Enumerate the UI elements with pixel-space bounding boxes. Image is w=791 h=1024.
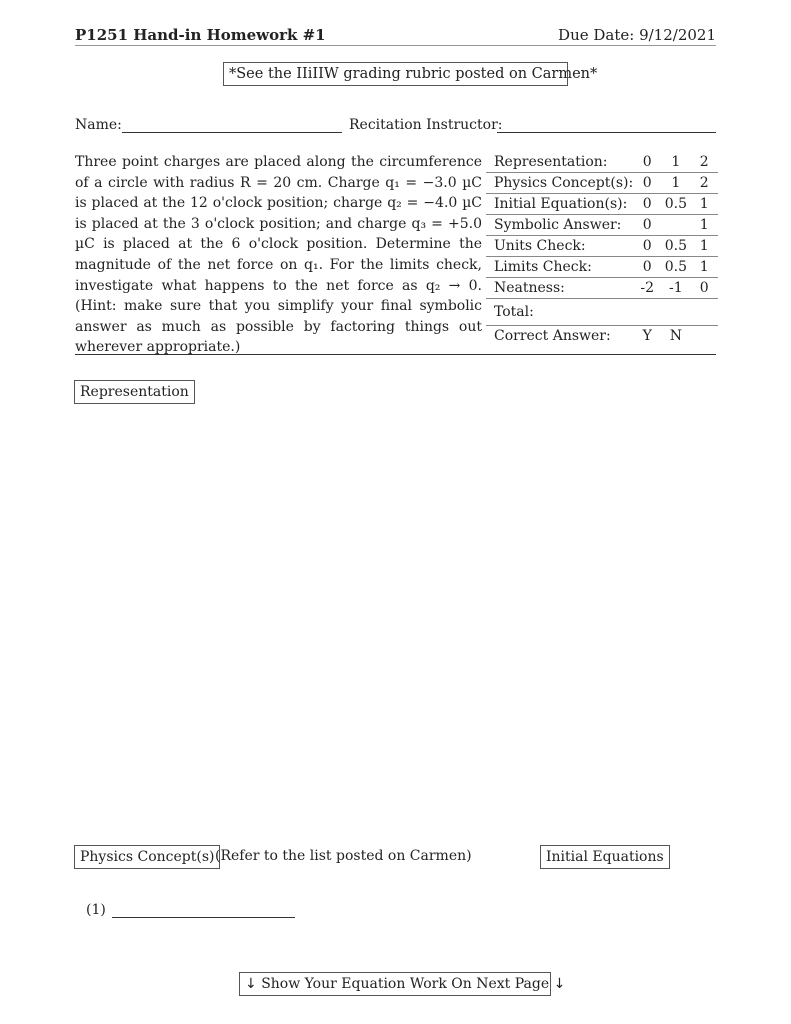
rubric-score-high: [690, 326, 718, 347]
representation-label: Representation: [74, 380, 195, 404]
rubric-score-mid: [661, 215, 690, 236]
grading-rubric: [486, 152, 718, 346]
physics-concepts-note: (Refer to the list posted on Carmen): [215, 848, 472, 864]
rubric-criterion: Representation:: [494, 154, 608, 170]
rubric-row: [486, 215, 718, 236]
rubric-criterion: Neatness:: [494, 280, 565, 296]
name-field[interactable]: [122, 131, 342, 133]
rubric-score-low: 0: [642, 154, 652, 170]
physics-concepts-label: Physics Concept(s): [74, 845, 220, 869]
rubric-criterion: Symbolic Answer:: [494, 217, 622, 233]
name-label: Name:: [75, 117, 122, 133]
rubric-score-mid: 0.5: [664, 238, 687, 254]
rubric-row: [486, 173, 718, 194]
rubric-score-low: Y: [642, 328, 652, 344]
due-date: Due Date: 9/12/2021: [558, 26, 716, 44]
rubric-row: [486, 194, 718, 215]
rubric-criterion: Limits Check:: [494, 259, 592, 275]
rubric-criterion: Initial Equation(s):: [494, 196, 628, 212]
down-arrow-icon: ↓: [553, 976, 566, 992]
rubric-score-high: 1: [699, 238, 709, 254]
rubric-criterion: Physics Concept(s):: [494, 175, 634, 191]
concept-item-field[interactable]: [112, 916, 295, 918]
rubric-score-low: 0: [642, 238, 652, 254]
rubric-score-low: 0: [642, 175, 652, 191]
header-divider: [75, 45, 716, 46]
initial-equations-label: Initial Equations: [540, 845, 670, 869]
rubric-score-mid: 1: [671, 154, 681, 170]
rubric-row: [486, 152, 718, 173]
rubric-score-mid: 0.5: [664, 196, 687, 212]
rubric-score-mid: N: [669, 328, 682, 344]
rubric-score-high: 1: [699, 217, 709, 233]
instructor-label: Recitation Instructor:: [349, 117, 503, 133]
rubric-criterion: Correct Answer:: [494, 328, 611, 344]
section-divider: [75, 354, 716, 355]
instructor-field[interactable]: [497, 131, 716, 133]
rubric-score-low: 0: [642, 259, 652, 275]
rubric-score-low: -2: [640, 280, 655, 296]
problem-statement: Three point charges are placed along the circumference of a circle with radius R = 20 cm. Charge q₁ = −3.0 µC is placed at the 12 o'clock position; charge q₂ = −4.0 µC is placed at the 3 o'clock position; and charge q₃ = +5.0 µC is placed at the 6 o'clock position. Determine the magnitude of the net force on q₁. For the limits check, investigate what happens to the net force as q₂ → 0. (Hint: make sure that you simplify your final symbolic answer as much as possible by factoring things out wherever appropriate.): [75, 154, 482, 356]
rubric-row: [486, 326, 718, 347]
rubric-row: [486, 236, 718, 257]
rubric-criterion: Total:: [494, 304, 534, 320]
rubric-score-high: 1: [699, 196, 709, 212]
rubric-score-high: 2: [699, 154, 709, 170]
rubric-score-high: [690, 299, 718, 326]
rubric-row: [486, 257, 718, 278]
next-page-text: Show Your Equation Work On Next Page: [261, 976, 550, 992]
rubric-row: [486, 278, 718, 299]
rubric-row: [486, 299, 718, 326]
rubric-score-low: 0: [642, 217, 652, 233]
down-arrow-icon: ↓: [245, 976, 257, 992]
concept-item-number: (1): [86, 902, 106, 918]
rubric-score-high: 2: [699, 175, 709, 191]
rubric-criterion: Units Check:: [494, 238, 586, 254]
rubric-note: *See the IIiIIW grading rubric posted on Carmen*: [223, 62, 568, 86]
rubric-score-mid: [661, 299, 690, 326]
rubric-score-mid: -1: [669, 280, 683, 296]
rubric-score-high: 0: [699, 280, 709, 296]
rubric-score-high: 1: [699, 259, 709, 275]
rubric-score-low: 0: [642, 196, 652, 212]
homework-title: P1251 Hand-in Homework #1: [75, 26, 326, 44]
rubric-score-mid: 0.5: [664, 259, 687, 275]
next-page-note: [239, 972, 566, 996]
rubric-score-mid: 1: [671, 175, 681, 191]
rubric-score-low: [633, 299, 661, 326]
